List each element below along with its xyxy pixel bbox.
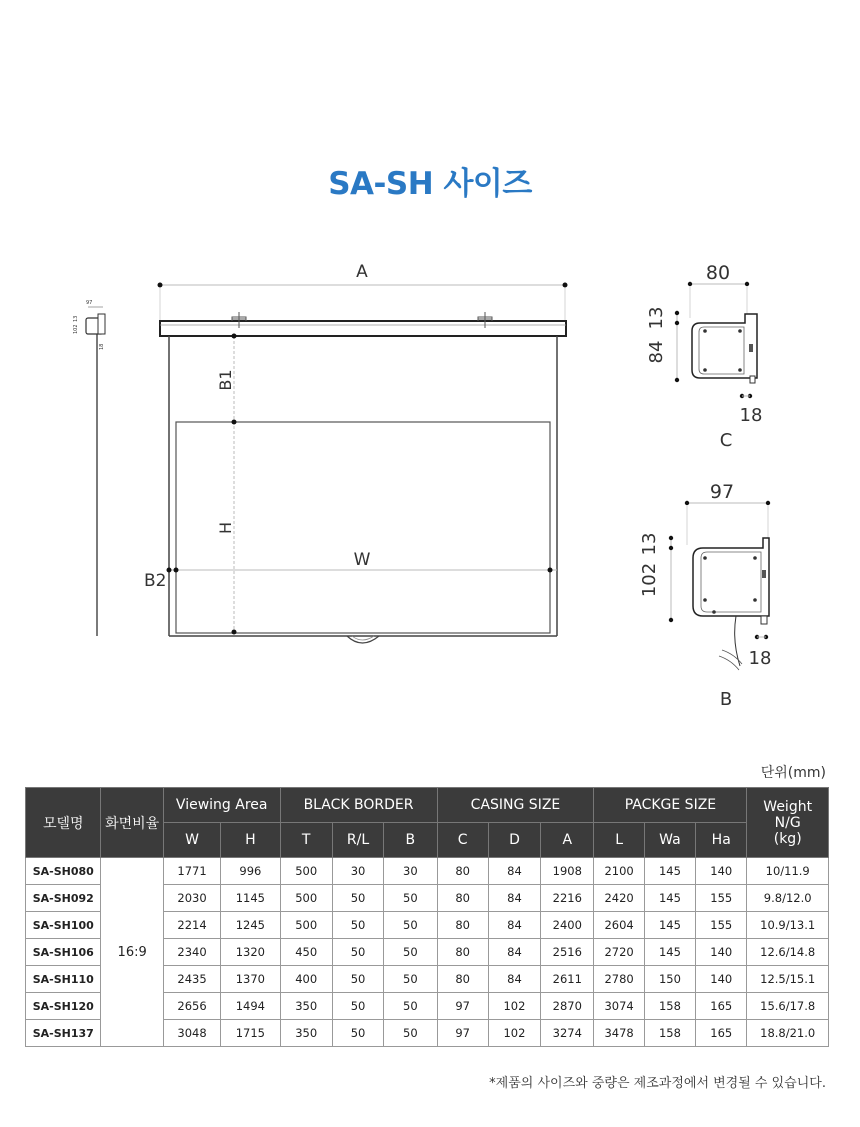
sub-header: H [221,823,280,858]
page-title: SA-SH 사이즈 [328,166,532,202]
sub-header: R/L [332,823,383,858]
table-cell: 84 [488,939,540,966]
spec-table [25,787,829,1047]
table-cell: 145 [644,939,695,966]
sub-header: A [541,823,594,858]
model-cell: SA-SH110 [26,966,101,993]
model-cell: SA-SH120 [26,993,101,1020]
label-B2: B2 [144,571,167,591]
table-cell: 80 [437,858,488,885]
sub-header: T [280,823,332,858]
footnote: *제품의 사이즈와 중량은 제조과정에서 변경될 수 있습니다. [489,1076,826,1091]
table-cell: 1494 [221,993,280,1020]
table-cell: 2216 [541,885,594,912]
table-cell: 2400 [541,912,594,939]
table-cell: 10.9/13.1 [747,912,829,939]
table-cell: 12.5/15.1 [747,966,829,993]
table-cell: 2604 [594,912,644,939]
table-cell: 3478 [594,1020,644,1047]
header-ratio: 화면비율 [101,788,163,858]
table-cell: 165 [696,993,747,1020]
label-B1: B1 [216,369,235,391]
table-cell: 2516 [541,939,594,966]
table-cell: 1145 [221,885,280,912]
label-B-height: 102 [639,562,660,598]
table-cell: 1908 [541,858,594,885]
table-cell: 15.6/17.8 [747,993,829,1020]
table-cell: 2870 [541,993,594,1020]
label-H: H [216,521,235,535]
table-cell: 12.6/14.8 [747,939,829,966]
table-cell: 84 [488,885,540,912]
table-cell: 140 [696,966,747,993]
table-cell: 84 [488,858,540,885]
label-B-width: 97 [709,481,735,503]
table-cell: 18.8/21.0 [747,1020,829,1047]
label-W: W [353,550,371,570]
model-cell: SA-SH092 [26,885,101,912]
table-cell: 158 [644,993,695,1020]
table-cell: 2420 [594,885,644,912]
mini-label-bottom: 18 [99,343,105,350]
model-cell: SA-SH100 [26,912,101,939]
table-cell: 1370 [221,966,280,993]
mini-label-height: 102 [73,324,79,334]
label-B: B [719,689,733,710]
table-cell: 102 [488,1020,540,1047]
sub-header: B [384,823,437,858]
table-cell: 10/11.9 [747,858,829,885]
header-viewing-area: Viewing Area [163,788,280,823]
table-cell: 97 [437,993,488,1020]
table-cell: 50 [332,1020,383,1047]
table-cell: 1771 [163,858,220,885]
table-cell: 140 [696,858,747,885]
table-row [26,858,829,885]
table-cell: 3074 [594,993,644,1020]
table-cell: 996 [221,858,280,885]
table-cell: 158 [644,1020,695,1047]
table-cell: 50 [384,1020,437,1047]
ratio-cell: 16:9 [101,858,163,1047]
header-model: 모델명 [26,788,101,858]
table-cell: 97 [437,1020,488,1047]
label-C-top: 13 [646,306,667,330]
sub-header: Ha [696,823,747,858]
table-cell: 400 [280,966,332,993]
table-cell: 150 [644,966,695,993]
table-cell: 2340 [163,939,220,966]
table-cell: 155 [696,912,747,939]
sub-header: W [163,823,220,858]
table-cell: 2720 [594,939,644,966]
table-cell: 2611 [541,966,594,993]
model-cell: SA-SH080 [26,858,101,885]
table-cell: 2780 [594,966,644,993]
sub-header: C [437,823,488,858]
model-cell: SA-SH137 [26,1020,101,1047]
table-cell: 2656 [163,993,220,1020]
mini-label-width: 97 [86,300,93,306]
table-cell: 50 [384,966,437,993]
sub-header: L [594,823,644,858]
label-C-width: 80 [705,262,731,284]
table-cell: 500 [280,885,332,912]
table-cell: 350 [280,993,332,1020]
table-cell: 80 [437,939,488,966]
spec-table-body [26,858,829,1047]
table-cell: 50 [332,993,383,1020]
table-cell: 50 [332,912,383,939]
header-package-size: PACKGE SIZE [594,788,747,823]
table-cell: 450 [280,939,332,966]
table-cell: 50 [332,885,383,912]
side-profile-B [639,481,771,710]
table-cell: 102 [488,993,540,1020]
table-cell: 145 [644,885,695,912]
sub-header: Wa [644,823,695,858]
label-C: C [719,430,733,451]
side-profile-C [646,262,762,451]
mini-label-top: 13 [73,315,79,322]
table-cell: 84 [488,912,540,939]
table-cell: 50 [332,939,383,966]
table-cell: 500 [280,912,332,939]
front-view [144,262,568,643]
table-cell: 84 [488,966,540,993]
table-cell: 2100 [594,858,644,885]
table-cell: 145 [644,858,695,885]
table-cell: 2214 [163,912,220,939]
table-cell: 2030 [163,885,220,912]
table-cell: 30 [384,858,437,885]
table-cell: 50 [384,885,437,912]
table-cell: 2435 [163,966,220,993]
table-cell: 50 [384,993,437,1020]
table-cell: 350 [280,1020,332,1047]
table-cell: 30 [332,858,383,885]
table-cell: 1320 [221,939,280,966]
table-cell: 155 [696,885,747,912]
unit-label: 단위(mm) [760,765,826,781]
table-cell: 140 [696,939,747,966]
table-cell: 50 [384,939,437,966]
table-cell: 80 [437,885,488,912]
table-cell: 165 [696,1020,747,1047]
table-cell: 3274 [541,1020,594,1047]
table-cell: 80 [437,966,488,993]
header-casing-size: CASING SIZE [437,788,594,823]
label-B-bottom: 18 [748,648,772,669]
table-cell: 9.8/12.0 [747,885,829,912]
table-cell: 500 [280,858,332,885]
model-cell: SA-SH106 [26,939,101,966]
table-cell: 80 [437,912,488,939]
mini-side-profile [73,300,105,636]
table-cell: 145 [644,912,695,939]
table-cell: 50 [384,912,437,939]
sub-header: D [488,823,540,858]
header-black-border: BLACK BORDER [280,788,437,823]
table-cell: 1245 [221,912,280,939]
table-cell: 50 [332,966,383,993]
table-cell: 1715 [221,1020,280,1047]
header-weight: Weight N/G (kg) [747,788,829,858]
table-cell: 3048 [163,1020,220,1047]
label-B-top: 13 [639,532,660,556]
label-C-height: 84 [646,340,667,364]
label-C-bottom: 18 [739,405,763,426]
label-A: A [356,262,368,282]
